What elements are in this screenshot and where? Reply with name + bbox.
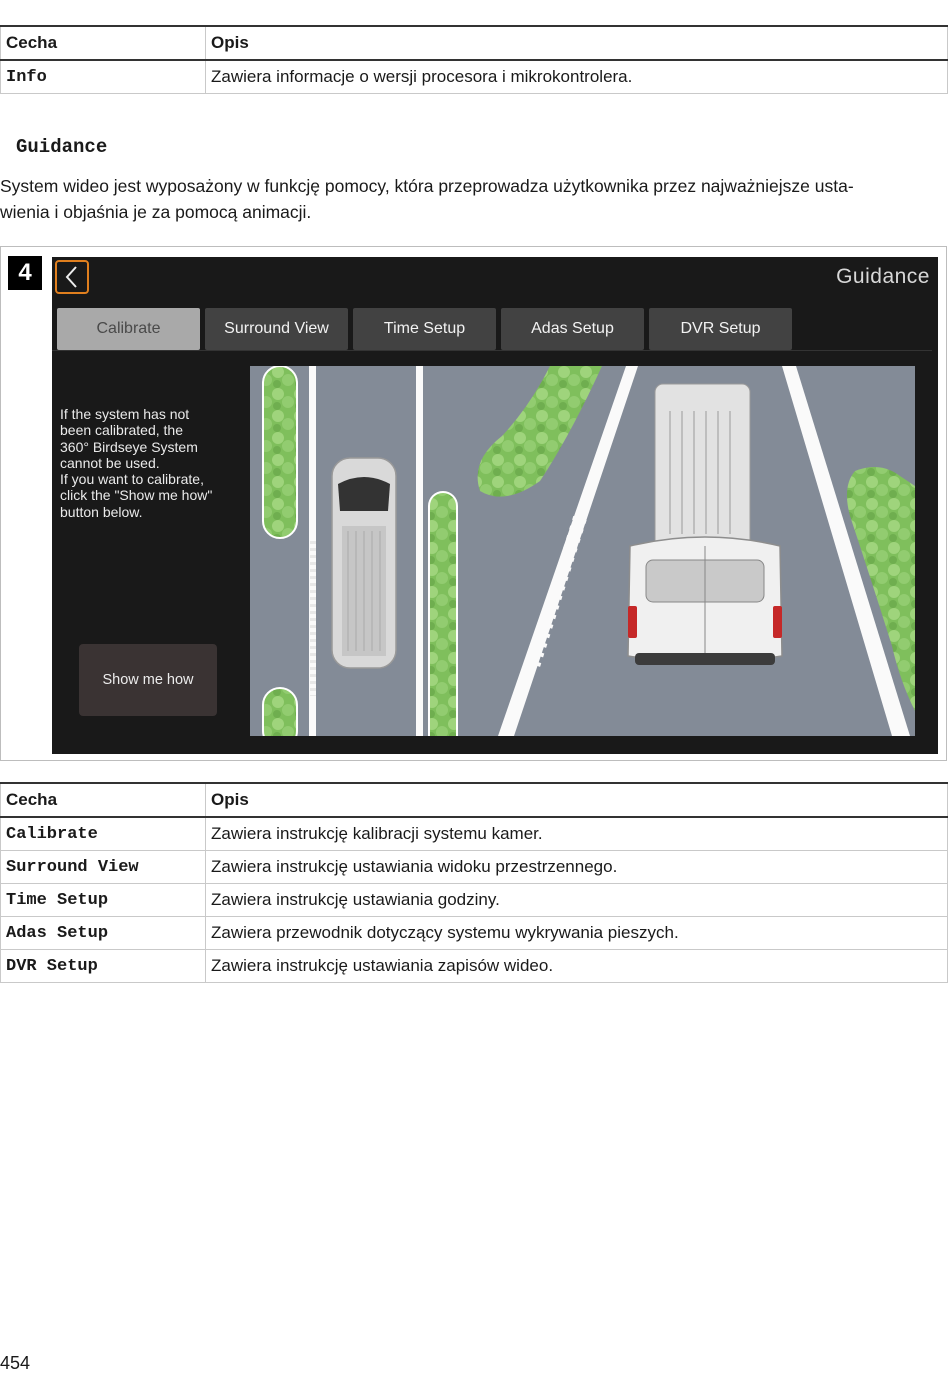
column-header-cecha: Cecha <box>1 26 206 60</box>
parking-animation-illustration <box>250 366 915 736</box>
intro-line-2: wienia i objaśnia je za pomocą animacji. <box>0 202 312 222</box>
table-row <box>1 60 948 94</box>
feature-description: Zawiera instrukcję kalibracji systemu kamer. <box>206 817 948 851</box>
table-row <box>1 950 948 983</box>
back-button[interactable] <box>55 260 89 294</box>
show-me-how-button[interactable]: Show me how <box>79 644 217 716</box>
calibration-help-text: If the system has not been calibrated, the 360° Birdseye System cannot be used. If you want to calibrate, click the "Show me how" button below. <box>60 406 213 520</box>
table-row <box>1 851 948 884</box>
guidance-screen <box>52 257 938 754</box>
page-number: 454 <box>0 1353 31 1373</box>
figure-number: 4 <box>8 256 42 290</box>
intro-line-1: System wideo jest wyposażony w funkcję pomocy, która przeprowadza użytkownika przez najważniejsze usta- <box>0 176 854 196</box>
feature-description: Zawiera instrukcję ustawiania widoku przestrzennego. <box>206 851 948 884</box>
screen-title: Guidance <box>836 265 930 288</box>
feature-name: Adas Setup <box>1 917 206 950</box>
hedge <box>429 492 457 736</box>
column-header-opis: Opis <box>206 783 948 817</box>
section-title: Guidance <box>16 136 108 158</box>
table-header-row <box>1 783 948 817</box>
table-row <box>1 817 948 851</box>
column-header-opis: Opis <box>206 26 948 60</box>
feature-description: Zawiera instrukcję ustawiania zapisów wideo. <box>206 950 948 983</box>
feature-name: Surround View <box>1 851 206 884</box>
feature-description: Zawiera instrukcję ustawiania godziny. <box>206 884 948 917</box>
tab-dvr-setup[interactable]: DVR Setup <box>649 308 792 350</box>
tab-surround-view[interactable]: Surround View <box>205 308 348 350</box>
tab-time-setup[interactable]: Time Setup <box>353 308 496 350</box>
hedge <box>263 366 297 538</box>
hedge <box>263 688 297 736</box>
intro-paragraph <box>0 173 945 225</box>
feature-name: Calibrate <box>1 817 206 851</box>
feature-description: Zawiera informacje o wersji procesora i mikrokontrolera. <box>206 60 948 94</box>
feature-description: Zawiera przewodnik dotyczący systemu wykrywania pieszych. <box>206 917 948 950</box>
feature-table-info <box>0 25 948 94</box>
table-row <box>1 917 948 950</box>
table-row <box>1 884 948 917</box>
feature-name: DVR Setup <box>1 950 206 983</box>
lane-line <box>416 366 423 736</box>
feature-table-guidance <box>0 782 948 983</box>
parked-van <box>332 458 396 668</box>
feature-name: Info <box>1 60 206 94</box>
tab-adas-setup[interactable]: Adas Setup <box>501 308 644 350</box>
column-header-cecha: Cecha <box>1 783 206 817</box>
table-header-row <box>1 26 948 60</box>
chevron-left-icon <box>62 265 82 289</box>
tab-calibrate[interactable]: Calibrate <box>57 308 200 350</box>
feature-name: Time Setup <box>1 884 206 917</box>
